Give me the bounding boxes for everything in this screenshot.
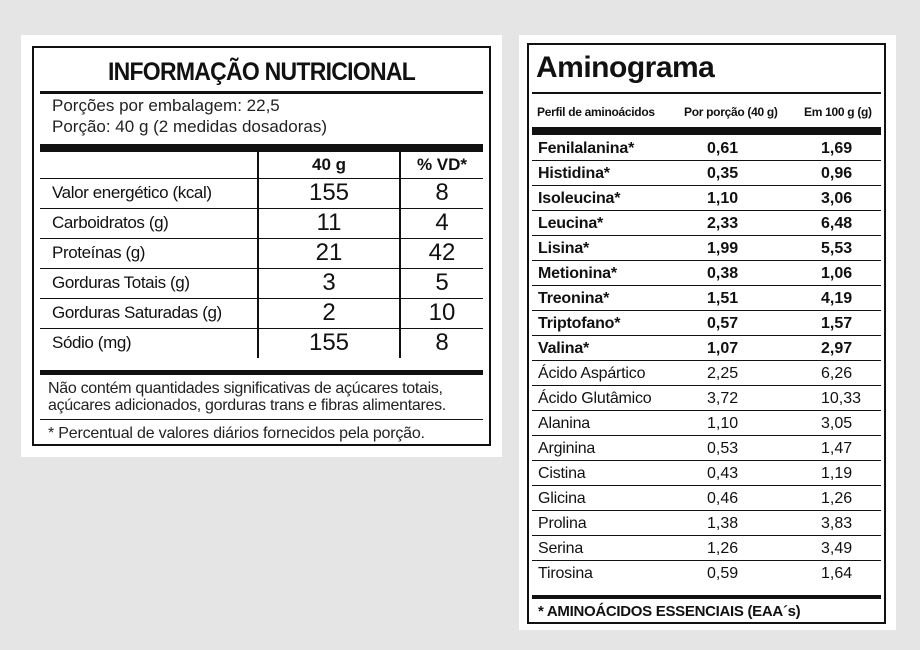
amino-name: Metionina* (538, 265, 617, 282)
amino-per-100g: 6,48 (821, 215, 853, 232)
divider (532, 92, 881, 94)
amino-portion: 1,26 (707, 540, 739, 557)
amino-portion: 0,53 (707, 440, 739, 457)
amino-per-100g: 0,96 (821, 165, 853, 182)
divider-thick (532, 595, 881, 599)
table-row (532, 136, 881, 161)
amino-per-100g: 1,26 (821, 490, 853, 507)
amino-per-100g: 3,83 (821, 515, 853, 532)
nutrient-vd: 8 (400, 328, 483, 358)
amino-name: Isoleucina* (538, 190, 621, 207)
amino-portion: 0,61 (707, 140, 739, 157)
serving-size: Porção: 40 g (2 medidas dosadoras) (52, 117, 327, 136)
amino-portion: 0,46 (707, 490, 739, 507)
amino-portion: 2,25 (707, 365, 739, 382)
amino-portion: 1,99 (707, 240, 739, 257)
divider-thick (40, 370, 483, 375)
amino-portion: 0,57 (707, 315, 739, 332)
nutrient-vd: 4 (400, 208, 483, 238)
servings-per-package: Porções por embalagem: 22,5 (52, 96, 280, 115)
amino-name: Triptofano* (538, 315, 621, 332)
amino-per-100g: 1,64 (821, 565, 853, 582)
amino-name: Leucina* (538, 215, 604, 232)
nutrient-amount: 2 (258, 298, 400, 328)
nutrient-amount: 21 (258, 238, 400, 268)
table-row (40, 328, 483, 358)
nutrient-label: Sódio (mg) (52, 333, 132, 353)
nutrition-table (40, 152, 483, 358)
aminogram-title: Aminograma (536, 51, 715, 84)
amino-portion: 1,07 (707, 340, 739, 357)
table-row (532, 536, 881, 561)
table-row (532, 186, 881, 211)
nutrient-amount: 155 (258, 328, 400, 358)
amino-name: Arginina (538, 440, 596, 457)
amino-per-100g: 3,49 (821, 540, 853, 557)
amino-per-100g: 10,33 (821, 390, 862, 407)
amino-portion: 1,51 (707, 290, 739, 307)
table-row (532, 436, 881, 461)
amino-name: Alanina (538, 415, 590, 432)
nutrition-facts-panel (21, 35, 502, 457)
amino-name: Valina* (538, 340, 590, 357)
amino-name: Fenilalanina* (538, 140, 635, 157)
table-row (40, 238, 483, 268)
nutrition-footnote: * Percentual de valores diários fornecidos pela porção. (48, 425, 425, 442)
amino-per-100g: 1,57 (821, 315, 853, 332)
amino-per-100g: 4,19 (821, 290, 853, 307)
nutrient-label: Valor energético (kcal) (40, 178, 258, 208)
nutrient-vd: 5 (400, 268, 483, 298)
table-row (40, 178, 483, 208)
amino-portion: 1,10 (707, 415, 739, 432)
divider (40, 91, 483, 94)
divider-thick (532, 127, 881, 135)
nutrient-vd: 10 (400, 298, 483, 328)
amino-portion: 1,10 (707, 190, 739, 207)
nutrient-amount: 155 (258, 178, 400, 208)
divider-thick (40, 144, 483, 152)
amino-per-100g: 5,53 (821, 240, 853, 257)
amino-per-100g: 3,06 (821, 190, 853, 207)
column-header-vd: % VD* (400, 152, 483, 178)
amino-portion: 3,72 (707, 390, 739, 407)
table-row (532, 311, 881, 336)
column-header-portion: Por porção (40 g) (684, 105, 778, 119)
table-row (532, 361, 881, 386)
table-row (532, 411, 881, 436)
table-row (532, 236, 881, 261)
table-row (532, 286, 881, 311)
nutrient-vd: 42 (400, 238, 483, 268)
divider (40, 419, 483, 420)
nutrient-label: Proteínas (g) (40, 238, 258, 268)
amino-portion: 1,38 (707, 515, 739, 532)
amino-name: Ácido Aspártico (538, 365, 646, 382)
amino-portion: 2,33 (707, 215, 739, 232)
nutrient-label: Carboidratos (g) (40, 208, 258, 238)
nutrition-note: Não contém quantidades significativas de açúcares totais, açúcares adicionados, gorduras trans e fibras alimentares. (48, 380, 446, 414)
amino-portion: 0,35 (707, 165, 739, 182)
amino-name: Tirosina (538, 565, 593, 582)
amino-per-100g: 6,26 (821, 365, 853, 382)
nutrient-amount: 3 (258, 268, 400, 298)
aminogram-footnote: * AMINOÁCIDOS ESSENCIAIS (EAA´s) (538, 603, 801, 620)
column-header (40, 152, 258, 178)
amino-name: Ácido Glutâmico (538, 390, 652, 407)
amino-name: Lisina* (538, 240, 590, 257)
nutrient-vd: 8 (400, 178, 483, 208)
nutrition-facts-box (32, 46, 491, 446)
nutrient-amount: 11 (258, 208, 400, 238)
amino-per-100g: 1,06 (821, 265, 853, 282)
amino-per-100g: 3,05 (821, 415, 853, 432)
amino-portion: 0,38 (707, 265, 739, 282)
aminogram-box (527, 43, 886, 624)
aminogram-table (532, 136, 881, 586)
amino-name: Serina (538, 540, 584, 557)
table-row (532, 336, 881, 361)
column-header-amount: 40 g (258, 152, 400, 178)
table-row (532, 461, 881, 486)
nutrient-label: Gorduras Saturadas (g) (40, 298, 258, 328)
amino-name: Cistina (538, 465, 586, 482)
table-row (532, 486, 881, 511)
table-row (532, 511, 881, 536)
amino-name: Treonina* (538, 290, 610, 307)
column-header-per-100g: Em 100 g (g) (804, 105, 872, 119)
nutrition-title: INFORMAÇÃO NUTRICIONAL (107, 58, 416, 86)
amino-portion: 0,59 (707, 565, 739, 582)
table-row (532, 211, 881, 236)
table-row (532, 561, 881, 586)
table-row (532, 261, 881, 286)
amino-name: Histidina* (538, 165, 610, 182)
amino-per-100g: 1,19 (821, 465, 853, 482)
amino-per-100g: 1,69 (821, 140, 853, 157)
table-row (40, 268, 483, 298)
table-row (532, 161, 881, 186)
aminogram-panel (519, 35, 896, 630)
table-row (532, 386, 881, 411)
table-row (40, 298, 483, 328)
amino-portion: 0,43 (707, 465, 739, 482)
table-row (40, 208, 483, 238)
table-header-row (40, 152, 483, 178)
amino-name: Glicina (538, 490, 586, 507)
amino-per-100g: 1,47 (821, 440, 853, 457)
amino-per-100g: 2,97 (821, 340, 853, 357)
nutrient-label: Gorduras Totais (g) (40, 268, 258, 298)
column-header-profile: Perfil de aminoácidos (537, 105, 655, 119)
amino-name: Prolina (538, 515, 587, 532)
